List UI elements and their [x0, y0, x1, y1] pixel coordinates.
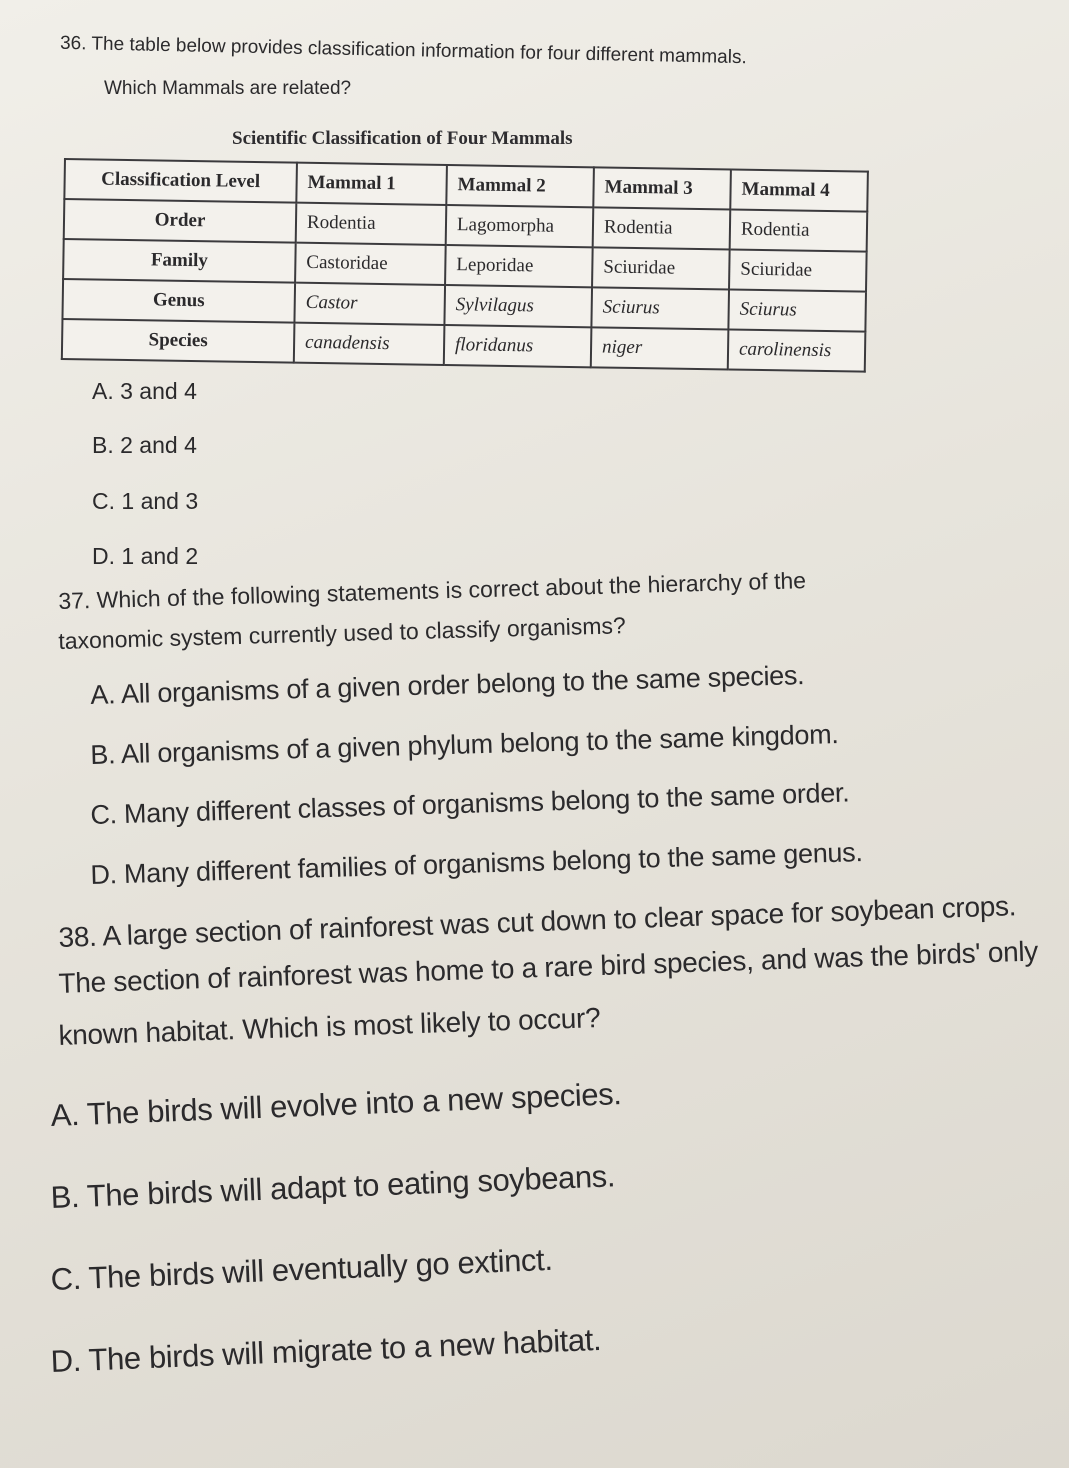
table-cell: Leporidae — [445, 245, 593, 287]
table-cell: Mammal 2 — [446, 165, 594, 207]
table-cell: canadensis — [294, 323, 445, 365]
question-38-text: 38. A large section of rainforest was cut down to clear space for soybean crops. — [58, 890, 1017, 953]
q36-option-b: B. 2 and 4 — [92, 432, 197, 458]
q37-option-d: D. Many different families of organisms belong to the same genus. — [90, 837, 863, 890]
table-cell: Rodentia — [296, 203, 447, 245]
question-37-text-2: taxonomic system currently used to classify organisms? — [58, 612, 627, 654]
table-cell: Mammal 4 — [730, 169, 868, 211]
question-36-sub: Which Mammals are related? — [104, 78, 352, 99]
q36-option-a: A. 3 and 4 — [92, 378, 197, 404]
q36-option-c: C. 1 and 3 — [92, 488, 199, 514]
table-cell: Mammal 1 — [296, 163, 447, 205]
q38-option-d: D. The birds will migrate to a new habitat. — [50, 1321, 602, 1379]
table-cell: floridanus — [444, 325, 592, 367]
table-cell: carolinensis — [728, 329, 866, 371]
q37-option-b: B. All organisms of a given phylum belong to the same kingdom. — [90, 719, 839, 770]
q37-option-a: A. All organisms of a given order belong to the same species. — [90, 660, 805, 710]
table-title: Scientific Classification of Four Mammals — [232, 128, 573, 149]
table-cell: Order — [64, 199, 297, 243]
table-cell: Sciuridae — [592, 247, 730, 289]
table-cell: niger — [591, 327, 729, 369]
table-cell: Mammal 3 — [593, 167, 731, 209]
q37-option-c: C. Many different classes of organisms belong to the same order. — [90, 777, 850, 830]
table-cell: Sylvilagus — [444, 285, 592, 327]
q38-option-a: A. The birds will evolve into a new species. — [50, 1076, 623, 1133]
table-cell: Sciurus — [591, 287, 729, 329]
q38-option-c: C. The birds will eventually go extinct. — [50, 1241, 554, 1297]
table-cell: Castor — [294, 283, 445, 325]
question-36-text: 36. The table below provides classification information for four different mammals. — [59, 32, 747, 69]
question-37-text: 37. Which of the following statements is correct about the hierarchy of the — [58, 567, 807, 614]
question-38-text-3: known habitat. Which is most likely to occur? — [58, 1002, 601, 1051]
q36-option-d: D. 1 and 2 — [92, 543, 199, 569]
table-cell: Castoridae — [295, 243, 446, 285]
table-cell: Genus — [62, 279, 295, 323]
q38-option-b: B. The birds will adapt to eating soybeans. — [50, 1158, 616, 1215]
table-cell: Family — [63, 239, 296, 283]
table-cell: Sciurus — [728, 289, 866, 331]
table-cell: Classification Level — [64, 159, 297, 203]
table-cell: Rodentia — [730, 209, 868, 251]
table-cell: Lagomorpha — [446, 205, 594, 247]
table-cell: Sciuridae — [729, 249, 867, 291]
classification-table — [61, 158, 869, 373]
table-cell: Species — [62, 319, 295, 363]
question-38-text-2: The section of rainforest was home to a rare bird species, and was the birds' only — [58, 935, 1039, 999]
table-cell: Rodentia — [593, 207, 731, 249]
